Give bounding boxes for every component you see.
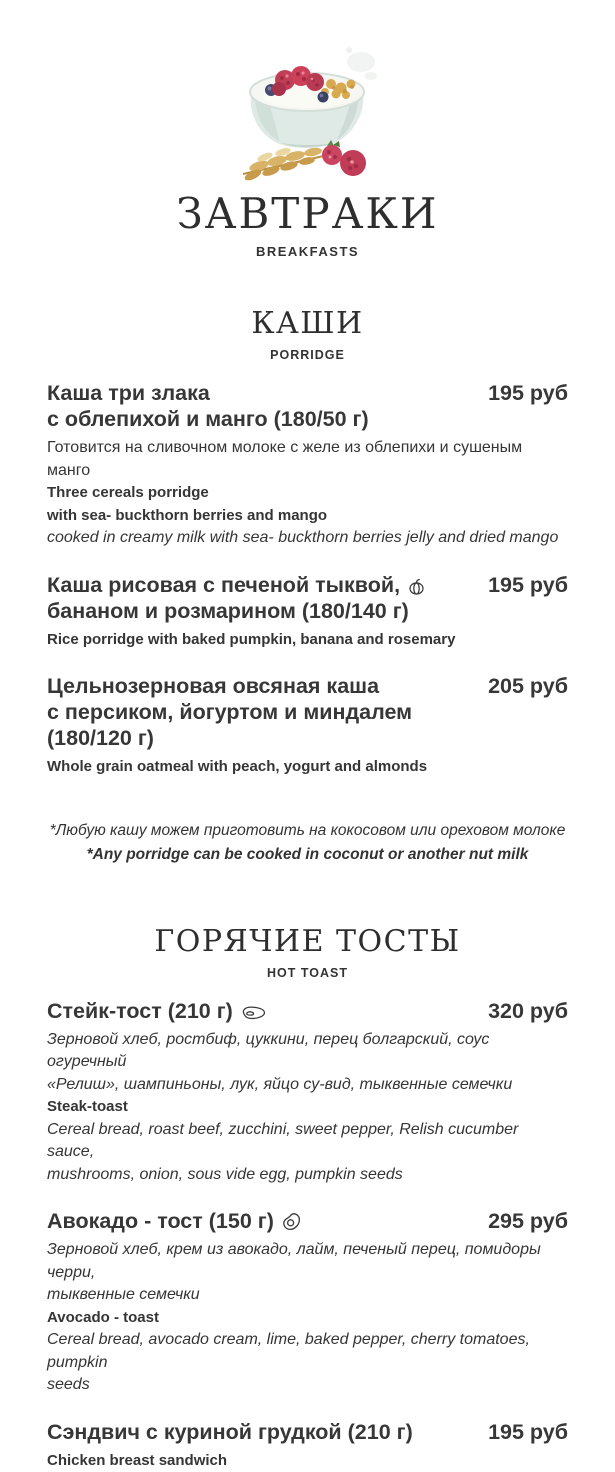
item-name: Каша три злака с облепихой и манго (180/50 г) (47, 380, 369, 432)
desc-line: Whole grain oatmeal with peach, yogurt and almonds (47, 756, 568, 779)
item-description (47, 1450, 568, 1472)
item-name: Сэндвич с куриной грудкой (210 г) (47, 1419, 413, 1445)
item-price: 205 руб (488, 673, 568, 699)
item-description (47, 756, 568, 779)
item-price: 195 руб (488, 1419, 568, 1445)
menu-item-avocado-toast (47, 1208, 568, 1397)
section-subtitle: HOT TOAST (47, 966, 568, 980)
desc-line: Cereal bread, roast beef, zucchini, sweet pepper, Relish cucumber sauce, (47, 1119, 568, 1164)
section-title: ГОРЯЧИЕ ТОСТЫ (47, 923, 568, 961)
desc-line: mushrooms, onion, sous vide egg, pumpkin seeds (47, 1164, 568, 1187)
desc-line: seeds (47, 1374, 568, 1397)
item-name: Каша рисовая с печеной тыквой, бананом и розмарином (180/140 г) (47, 572, 426, 624)
item-name: Стейк-тост (210 г) (47, 998, 267, 1024)
item-description (47, 1029, 568, 1187)
item-price: 195 руб (488, 380, 568, 406)
desc-line: Three cereals porridge (47, 482, 568, 505)
item-description (47, 629, 568, 652)
desc-line: cooked in creamy milk with sea- buckthorn berries jelly and dried mango (47, 527, 568, 550)
desc-line: Cereal bread, avocado cream, lime, baked pepper, cherry tomatoes, pumpkin (47, 1329, 568, 1374)
desc-line: Chicken breast sandwich (47, 1450, 568, 1472)
item-price: 320 руб (488, 998, 568, 1024)
desc-line: Зерновой хлеб, ростбиф, цуккини, перец болгарский, соус огуречный (47, 1029, 568, 1074)
section-hot-toast (47, 923, 568, 1472)
desc-line: «Релиш», шампиньоны, лук, яйцо су-вид, тыквенные семечки (47, 1074, 568, 1097)
menu-item-chicken-sandwich (47, 1419, 568, 1472)
item-name: Авокадо - тост (150 г) (47, 1208, 302, 1234)
porridge-bowl-illustration (219, 42, 397, 188)
menu-item-rice-porridge (47, 572, 568, 652)
menu-item-steak-toast (47, 998, 568, 1187)
item-name: Цельнозерновая овсяная каша с персиком, йогуртом и миндалем (180/120 г) (47, 673, 477, 751)
page-title: ЗАВТРАКИ (47, 188, 568, 240)
desc-line: Rice porridge with baked pumpkin, banana and rosemary (47, 629, 568, 652)
section-porridge (47, 305, 568, 867)
desc-line: Зерновой хлеб, крем из авокадо, лайм, печеный перец, помидоры черри, (47, 1239, 568, 1284)
desc-line: Avocado - toast (47, 1307, 568, 1330)
section-title: КАШИ (47, 305, 568, 343)
desc-line: Готовится на сливочном молоке с желе из облепихи и сушеным манго (47, 437, 568, 482)
steak-icon (240, 1004, 267, 1022)
section-subtitle: PORRIDGE (47, 348, 568, 362)
desc-line: with sea- buckthorn berries and mango (47, 505, 568, 528)
menu-item-three-cereals-porridge (47, 380, 568, 550)
note-line-ru: *Любую кашу можем приготовить на кокосовом или ореховом молоке (47, 819, 568, 843)
item-description (47, 437, 568, 550)
page-subtitle: BREAKFASTS (47, 244, 568, 259)
note-line-en: *Any porridge can be cooked in coconut or another nut milk (47, 843, 568, 867)
item-description (47, 1239, 568, 1397)
desc-line: Steak-toast (47, 1096, 568, 1119)
menu-item-whole-grain-oatmeal (47, 673, 568, 779)
item-price: 195 руб (488, 572, 568, 598)
header-illustration (47, 0, 568, 188)
desc-line: тыквенные семечки (47, 1284, 568, 1307)
pumpkin-icon (407, 577, 426, 596)
porridge-note (47, 819, 568, 867)
avocado-icon (281, 1211, 302, 1232)
item-price: 295 руб (488, 1208, 568, 1234)
